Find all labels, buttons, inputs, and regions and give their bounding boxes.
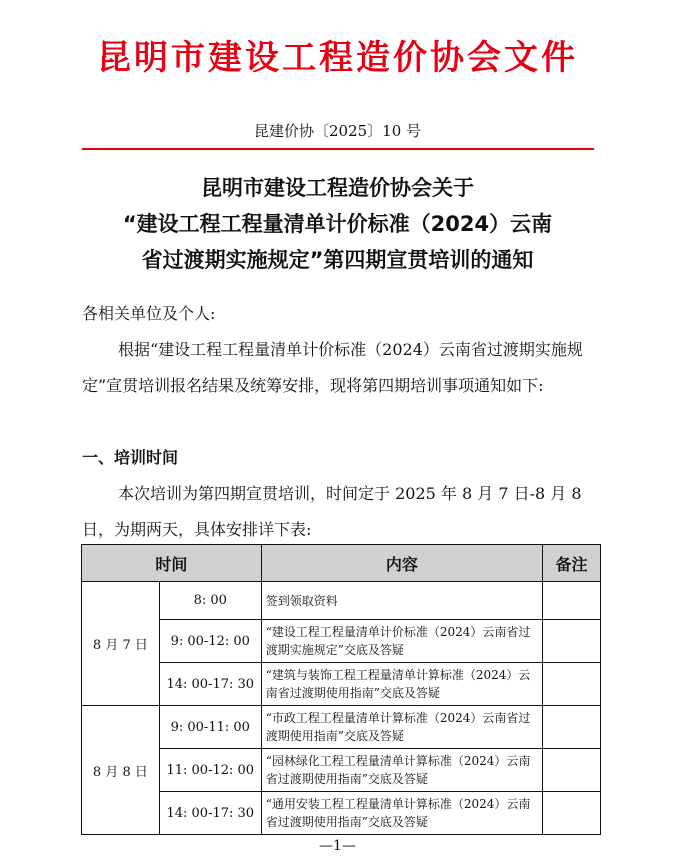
time-cell: 9: 00-12: 00 <box>159 620 261 663</box>
content-cell: “建筑与装饰工程工程量清单计算标准（2024）云南省过渡期使用指南”交底及答疑 <box>261 663 542 706</box>
table-row <box>82 620 601 663</box>
table-row <box>82 792 601 835</box>
content-cell: “园林绿化工程工程量清单计算标准（2024）云南省过渡期使用指南”交底及答疑 <box>261 749 542 792</box>
table-row <box>82 663 601 706</box>
note-cell <box>543 792 601 835</box>
note-cell <box>543 582 601 620</box>
paragraph-intro <box>82 332 602 404</box>
time-cell: 8: 00 <box>159 582 261 620</box>
notice-title-line: 昆明市建设工程造价协会关于 <box>201 176 474 200</box>
page-number: —1— <box>319 838 356 854</box>
content-cell: 签到领取资料 <box>261 582 542 620</box>
greeting: 各相关单位及个人: <box>82 304 216 323</box>
table-row <box>82 749 601 792</box>
paragraph-schedule <box>82 476 602 548</box>
content-cell: “通用安装工程工程量清单计算标准（2024）云南省过渡期使用指南”交底及答疑 <box>261 792 542 835</box>
red-divider-line <box>82 148 594 150</box>
notice-title-line: 省过渡期实施规定”第四期宣贯培训的通知 <box>141 248 534 272</box>
date-cell: 8 月 7 日 <box>82 582 160 706</box>
section-heading-training-time: 一、培训时间 <box>82 448 179 467</box>
time-cell: 14: 00-17: 30 <box>159 792 261 835</box>
table-row <box>82 582 601 620</box>
note-cell <box>543 749 601 792</box>
note-cell <box>543 620 601 663</box>
schedule-table <box>81 544 601 835</box>
notice-title <box>60 170 615 278</box>
time-cell: 11: 00-12: 00 <box>159 749 261 792</box>
note-cell <box>543 706 601 749</box>
table-header-time: 时间 <box>82 545 262 582</box>
time-cell: 14: 00-17: 30 <box>159 663 261 706</box>
note-cell <box>543 663 601 706</box>
paragraph-schedule-text: 本次培训为第四期宣贯培训，时间定于 2025 年 8 月 7 日-8 月 8 日，为期两天，具体安排详下表: <box>82 484 582 539</box>
paragraph-intro-text: 根据“建设工程工程量清单计价标准（2024）云南省过渡期实施规定”宣贯培训报名结果及统筹安排，现将第四期培训事项通知如下: <box>82 340 583 395</box>
table-row <box>82 706 601 749</box>
document-number: 昆建价协〔2025〕10 号 <box>253 122 422 140</box>
content-cell: “建设工程工程量清单计价标准（2024）云南省过渡期实施规定”交底及答疑 <box>261 620 542 663</box>
org-header-title: 昆明市建设工程造价协会文件 <box>97 38 578 78</box>
date-cell: 8 月 8 日 <box>82 706 160 835</box>
content-cell: “市政工程工程量清单计算标准（2024）云南省过渡期使用指南”交底及答疑 <box>261 706 542 749</box>
notice-title-line: “建设工程工程量清单计价标准（2024）云南 <box>122 212 553 236</box>
table-header-note: 备注 <box>543 545 601 582</box>
table-header-content: 内容 <box>261 545 542 582</box>
time-cell: 9: 00-11: 00 <box>159 706 261 749</box>
table-header-row <box>82 545 601 582</box>
